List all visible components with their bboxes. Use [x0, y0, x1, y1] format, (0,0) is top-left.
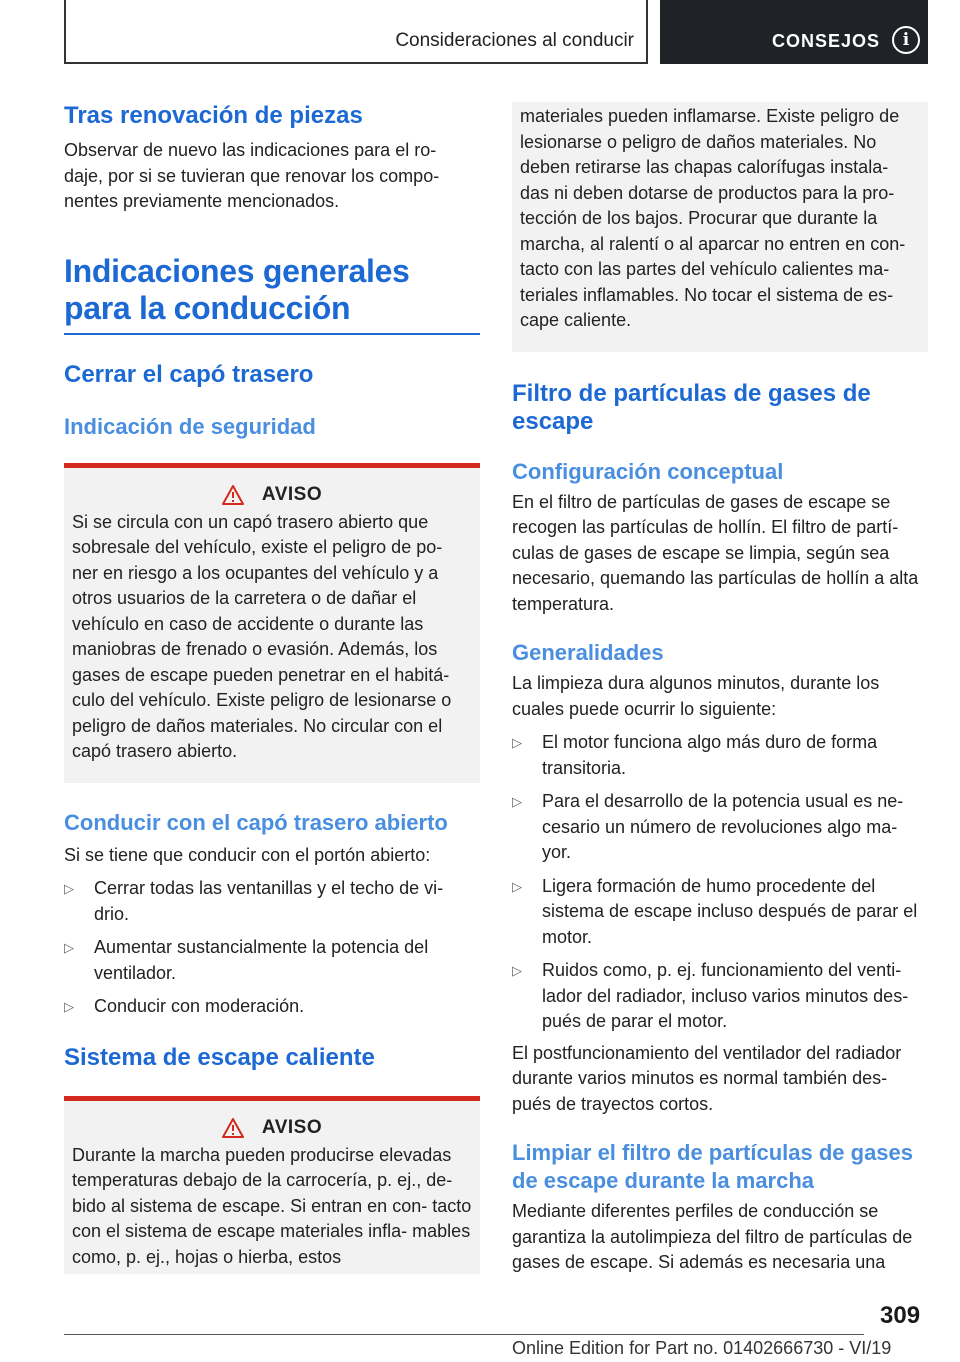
paragraph-limpiar-filtro: Mediante diferentes perfiles de conducción se garantiza la autolimpieza del filtro de partículas de gases de escape. Si además es necesaria una: [512, 1201, 913, 1272]
right-column: [512, 102, 928, 1276]
list-item: ▷ El motor funciona algo más duro de forma transitoria.: [512, 732, 878, 778]
warning-header: [72, 484, 472, 506]
warning-text-escape: Durante la marcha pueden producirse elevadas temperaturas debajo de la carrocería, p. ej., de- bido al sistema de escape. Si entran en con- tacto con el sistema de escape materiales infla- mables como, p. ej., hojas o hierba, estos: [72, 1144, 472, 1267]
warning-text-capo: Si se circula con un capó trasero abierto que sobresale del vehículo, existe el peligro de po- ner en riesgo a los ocupantes del vehículo y a otros usuarios de la carretera o de dañar el vehículo en caso de accidente o durante las maniobras de frenado o evasión. Además, los gases de escape pueden penetrar en el habitá- culo del vehículo. Existe peligro de lesionarse o peligro de daños materiales. No circular con el capó trasero abierto.: [72, 511, 452, 761]
paragraph-configuracion: En el filtro de partículas de gases de escape se recogen las partículas de hollín. El filtro de partí- culas de gases de escape se limpia, según sea necesario, quemando las partículas de hollín a alta temperatura.: [512, 491, 919, 614]
paragraph-conducir-intro: Si se tiene que conducir con el portón abierto:: [64, 844, 431, 865]
list-item: ▷ Ligera formación de humo procedente del sistema de escape incluso después de parar el motor.: [512, 875, 918, 947]
triangle-right-bullet-icon: ▷: [64, 881, 74, 896]
heading-cerrar-capo: Cerrar el capó trasero: [64, 360, 314, 388]
triangle-right-bullet-icon: ▷: [64, 940, 74, 955]
header-section-box: [64, 0, 648, 64]
warning-title: AVISO: [261, 1116, 323, 1138]
list-item: ▷ Aumentar sustancialmente la potencia del ventilador.: [64, 937, 429, 983]
paragraph-generalidades: La limpieza dura algunos minutos, durante los cuales puede ocurrir lo siguiente:: [512, 673, 880, 719]
warning-box-escape: [64, 1096, 480, 1275]
footer-divider: [64, 1334, 864, 1335]
paragraph-postfuncionamiento: El postfuncionamiento del ventilador del radiador durante varios minutos es normal también des- pués de trayectos cortos.: [512, 1042, 902, 1114]
left-column: [64, 102, 480, 1274]
subheading-indicacion-seguridad: Indicación de seguridad: [64, 413, 316, 439]
list-item: ▷ Cerrar todas las ventanillas y el techo de vi- drio.: [64, 878, 444, 924]
warning-title: AVISO: [261, 483, 323, 505]
header-chapter-box: [660, 0, 928, 64]
page-number: 309: [880, 1302, 921, 1329]
warning-box-escape-continued: [512, 102, 928, 352]
triangle-right-bullet-icon: ▷: [512, 963, 522, 978]
warning-header: [72, 1117, 472, 1139]
main-title-line-2: para la conducción: [64, 289, 351, 326]
page-header: [64, 0, 928, 64]
main-title-line-1: Indicaciones generales: [64, 252, 410, 289]
list-conducir-capo: [64, 876, 480, 1020]
warning-triangle-icon: [222, 1118, 244, 1138]
header-section-title: Consideraciones al conducir: [395, 30, 634, 51]
list-item: ▷ Conducir con moderación.: [64, 994, 480, 1020]
subheading-conducir-capo-abierto: Conducir con el capó trasero abierto: [64, 809, 448, 835]
subheading-limpiar-filtro: Limpiar el filtro de partículas de gases de escape durante la marcha: [512, 1140, 914, 1193]
footer-edition: Online Edition for Part no. 01402666730 - VI/19: [512, 1338, 892, 1358]
heading-filtro-particulas: Filtro de partículas de gases de escape: [512, 379, 871, 435]
heading-sistema-escape: Sistema de escape caliente: [64, 1043, 375, 1071]
header-chapter-label: CONSEJOS: [772, 31, 881, 51]
triangle-right-bullet-icon: ▷: [64, 999, 74, 1014]
paragraph-tras-renovacion: Observar de nuevo las indicaciones para el ro- daje, por si se tuvieran que renovar los compo- nentes previamente mencionados.: [64, 140, 440, 211]
warning-box-capo: [64, 463, 480, 783]
triangle-right-bullet-icon: ▷: [512, 735, 522, 750]
triangle-right-bullet-icon: ▷: [512, 878, 522, 894]
list-generalidades: [512, 730, 928, 1035]
warning-text-escape-continued: materiales pueden inflamarse. Existe peligro de lesionarse o peligro de daños materiales. No deben retirarse las chapas calorífugas instala- das ni deben dotarse de productos para la pro- tección de los bajos. Procurar que durante la marcha, al ralentí o al aparcar no entren en con- tacto con las partes del vehículo calientes ma- teriales inflamables. No tocar el sistema de es- cape caliente.: [520, 106, 906, 330]
list-item: ▷ Ruidos como, p. ej. funcionamiento del venti- lador del radiador, incluso varios minutos des- pués de parar el motor.: [512, 960, 909, 1031]
subheading-configuracion: Configuración conceptual: [512, 458, 784, 484]
warning-triangle-icon: [222, 485, 244, 505]
info-icon: i: [892, 26, 920, 54]
triangle-right-bullet-icon: ▷: [512, 794, 522, 809]
main-title: [64, 253, 480, 335]
list-item: ▷ Para el desarrollo de la potencia usual es ne- cesario un número de revoluciones algo ma- yor.: [512, 791, 904, 862]
subheading-generalidades: Generalidades: [512, 640, 664, 665]
heading-tras-renovacion: Tras renovación de piezas: [64, 102, 363, 129]
